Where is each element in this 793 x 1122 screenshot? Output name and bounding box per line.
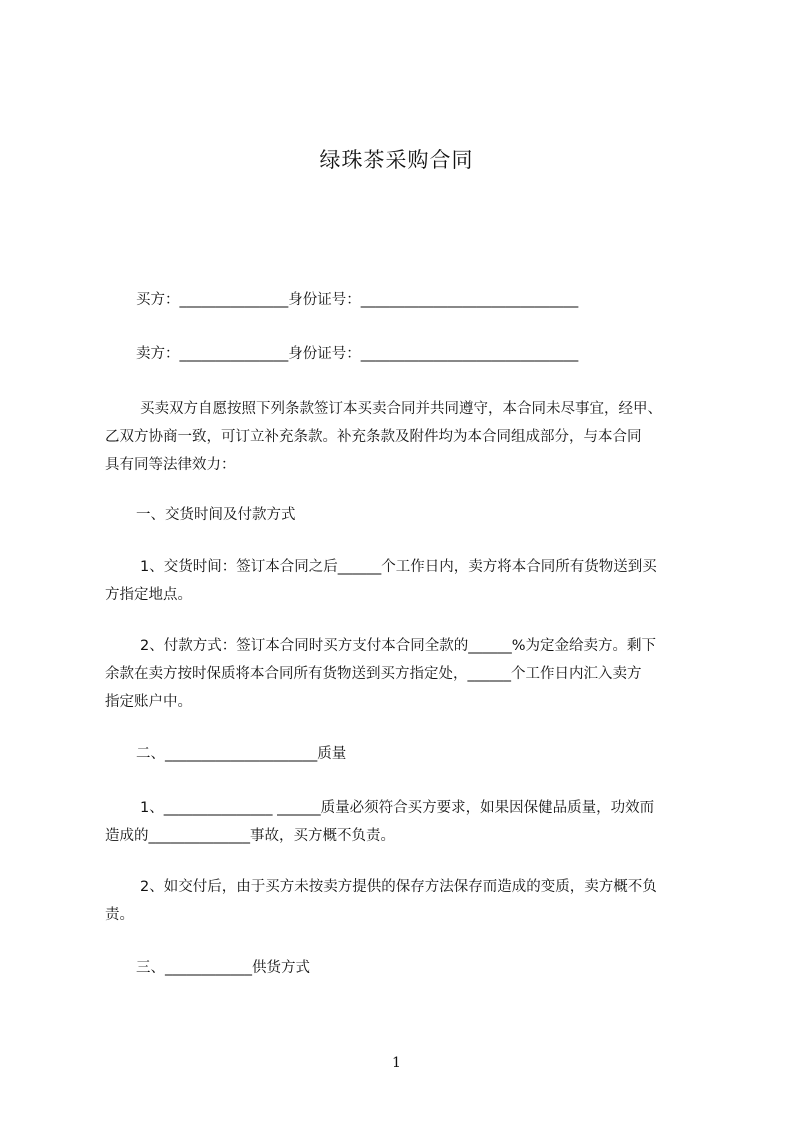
clause-quality-requirement: [105, 794, 709, 850]
clause-payment-method: [105, 632, 709, 716]
paragraph-line: 2、如交付后，由于买方未按卖方提供的保存方法保存而造成的变质，卖方概不负: [140, 879, 657, 895]
paragraph-line: 指定账户中。: [105, 694, 192, 710]
paragraph-line: 方指定地点。: [105, 587, 192, 603]
section-heading-quality: 二、_____________________质量: [136, 746, 347, 762]
paragraph-line: 具有同等法律效力：: [105, 457, 236, 473]
section-heading-supply-method: 三、____________供货方式: [136, 960, 310, 976]
section-heading-delivery-payment: 一、交货时间及付款方式: [136, 507, 296, 523]
clause-storage-responsibility: [105, 873, 709, 929]
paragraph-line: 余款在卖方按时保质将本合同所有货物送到买方指定处，______个工作日内汇入卖方: [105, 666, 642, 682]
paragraph-line: 1、_______________ ______质量必须符合买方要求，如果因保健品质量，功效而: [140, 800, 655, 816]
seller-line: 卖方：_______________身份证号：______________________________: [136, 346, 579, 362]
paragraph-line: 责。: [105, 907, 134, 923]
paragraph-line: 买卖双方自愿按照下列条款签订本买卖合同并共同遵守，本合同未尽事宜，经甲、: [140, 401, 662, 417]
paragraph-line: 2、付款方式：签订本合同时买方支付本合同全款的______%为定金给卖方。剩下: [140, 638, 657, 654]
buyer-line: 买方：_______________身份证号：______________________________: [136, 292, 579, 308]
page-number: 1: [392, 1055, 401, 1071]
clause-delivery-time: [105, 553, 709, 609]
paragraph-line: 乙双方协商一致，可订立补充条款。补充条款及附件均为本合同组成部分，与本合同: [105, 429, 642, 445]
paragraph-line: 1、交货时间：签订本合同之后______个工作日内，卖方将本合同所有货物送到买: [140, 559, 657, 575]
intro-paragraph: [105, 395, 709, 479]
paragraph-line: 造成的______________事故，买方概不负责。: [105, 828, 395, 844]
document-title: 绿珠茶采购合同: [319, 148, 474, 172]
